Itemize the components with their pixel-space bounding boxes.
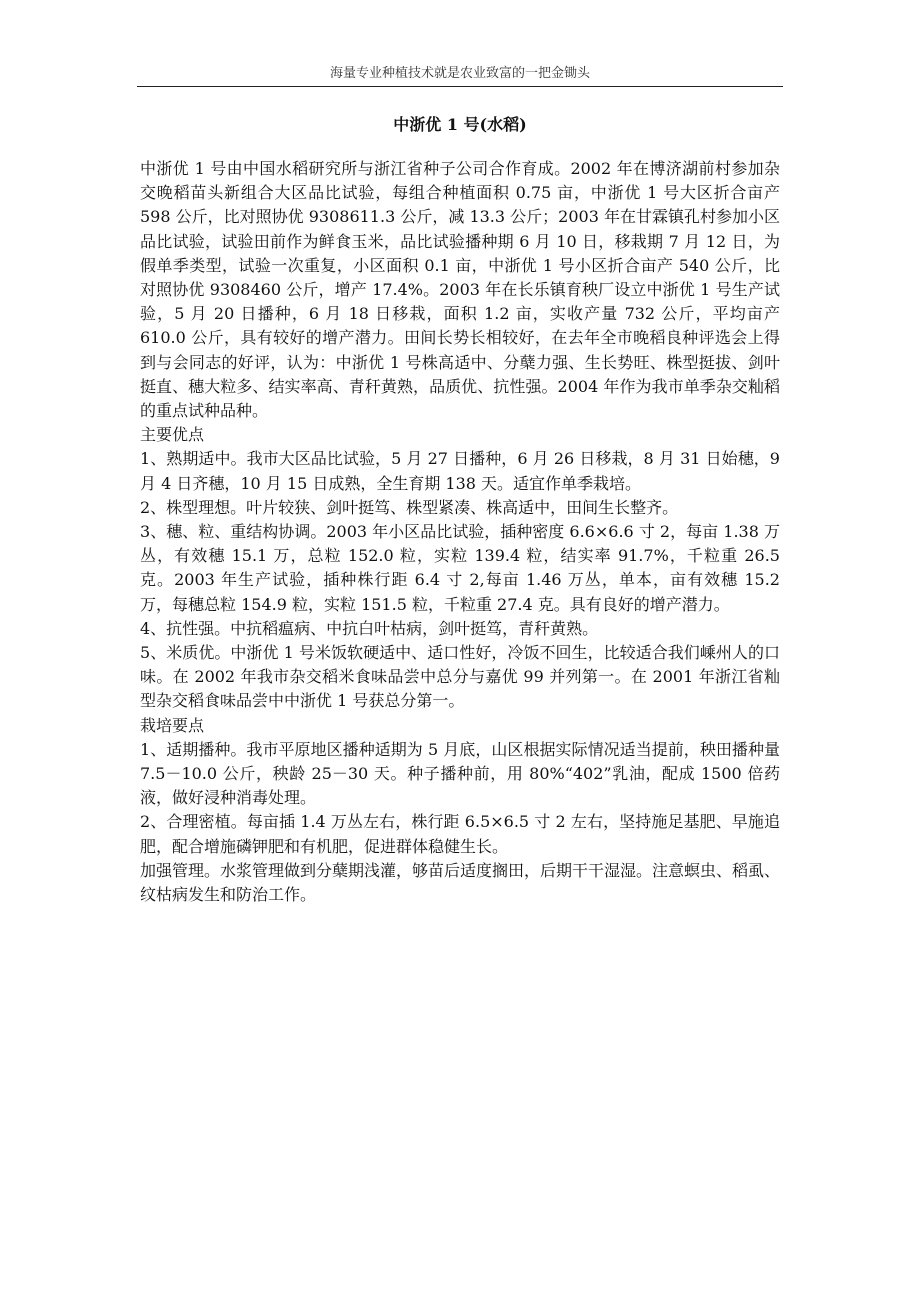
document-title: 中浙优 1 号(水稻) bbox=[393, 115, 527, 134]
cultivation-item: 2、合理密植。每亩插 1.4 万丛左右，株行距 6.5×6.5 寸 2 左右，坚持施足基肥、早施追肥，配合增施磷钾肥和有机肥，促进群体稳健生长。 bbox=[140, 812, 780, 856]
cultivation-item: 1、适期播种。我市平原地区播种适期为 5 月底，山区根据实际情况适当提前，秧田播种量 7.5－10.0 公斤，秧龄 25－30 天。种子播种前，用 80%“402”乳油，配成 1500 倍药液，做好浸种消毒处理。 bbox=[140, 739, 780, 808]
page-header bbox=[137, 62, 783, 87]
advantage-item: 1、熟期适中。我市大区品比试验，5 月 27 日播种，6 月 26 日移栽，8 月 31 日始穗，9 月 4 日齐穗，10 月 15 日成熟，全生育期 138 天。适宜作单季栽培。 bbox=[140, 449, 780, 493]
advantage-item: 2、株型理想。叶片较狭、剑叶挺笃、株型紧凑、株高适中，田间生长整齐。 bbox=[140, 497, 679, 517]
cultivation-item: 加强管理。水浆管理做到分蘖期浅灌，够苗后适度搁田，后期干干湿湿。注意螟虫、稻虱、纹枯病发生和防治工作。 bbox=[140, 860, 781, 905]
advantage-item: 4、抗性强。中抗稻瘟病、中抗白叶枯病，剑叶挺笃，青秆黄熟。 bbox=[140, 618, 599, 638]
section-heading-advantages: 主要优点 bbox=[140, 425, 205, 445]
advantage-item: 5、米质优。中浙优 1 号米饭软硬适中、适口性好，冷饭不回生，比较适合我们嵊州人的口味。在 2002 年我市杂交稻米食味品尝中总分与嘉优 99 并列第一。在 2001 年浙江省籼型杂交稻食味品尝中中浙优 1 号获总分第一。 bbox=[140, 643, 780, 711]
advantage-item: 3、穗、粒、重结构协调。2003 年小区品比试验，插种密度 6.6×6.6 寸 2，每亩 1.38 万丛，有效穗 15.1 万，总粒 152.0 粒，实粒 139.4 粒，结实率 91.7%，千粒重 26.5 克。2003 年生产试验，插种株行距 6.4 寸 2,每亩 1.46 万丛，单本，亩有效穗 15.2 万，每穗总粒 154.9 粒，实粒 151.5 粒，千粒重 27.4 克。具有良好的增产潜力。 bbox=[140, 522, 780, 614]
section-heading-cultivation: 栽培要点 bbox=[140, 715, 205, 735]
intro-paragraph: 中浙优 1 号由中国水稻研究所与浙江省种子公司合作育成。2002 年在博济湖前村参加杂交晚稻苗头新组合大区品比试验，每组合种植面积 0.75 亩，中浙优 1 号大区折合亩产 598 公斤，比对照协优 9308611.3 公斤，减 13.3 公斤；2003 年在甘霖镇孔村参加小区品比试验，试验田前作为鲜食玉米，品比试验播种期 6 月 10 日，移栽期 7 月 12 日，为假单季类型，试验一次重复，小区面积 0.1 亩，中浙优 1 号小区折合亩产 540 公斤，比对照协优 9308460 公斤，增产 17.4%。2003 年在长乐镇育秧厂设立中浙优 1 号生产试验，5 月 20 日播种，6 月 18 日移栽，面积 1.2 亩，实收产量 732 公斤，平均亩产 610.0 公斤，具有较好的增产潜力。田间长势长相较好，在去年全市晚稻良种评选会上得到与会同志的好评，认为：中浙优 1 号株高适中、分蘖力强、生长势旺、株型挺拔、剑叶挺直、穗大粒多、结实率高、青秆黄熟，品质优、抗性强。2004 年作为我市单季杂交籼稻的重点试种品种。 bbox=[140, 159, 780, 421]
header-text: 海量专业种植技术就是农业致富的一把金锄头 bbox=[329, 66, 590, 81]
document-body bbox=[140, 157, 780, 907]
